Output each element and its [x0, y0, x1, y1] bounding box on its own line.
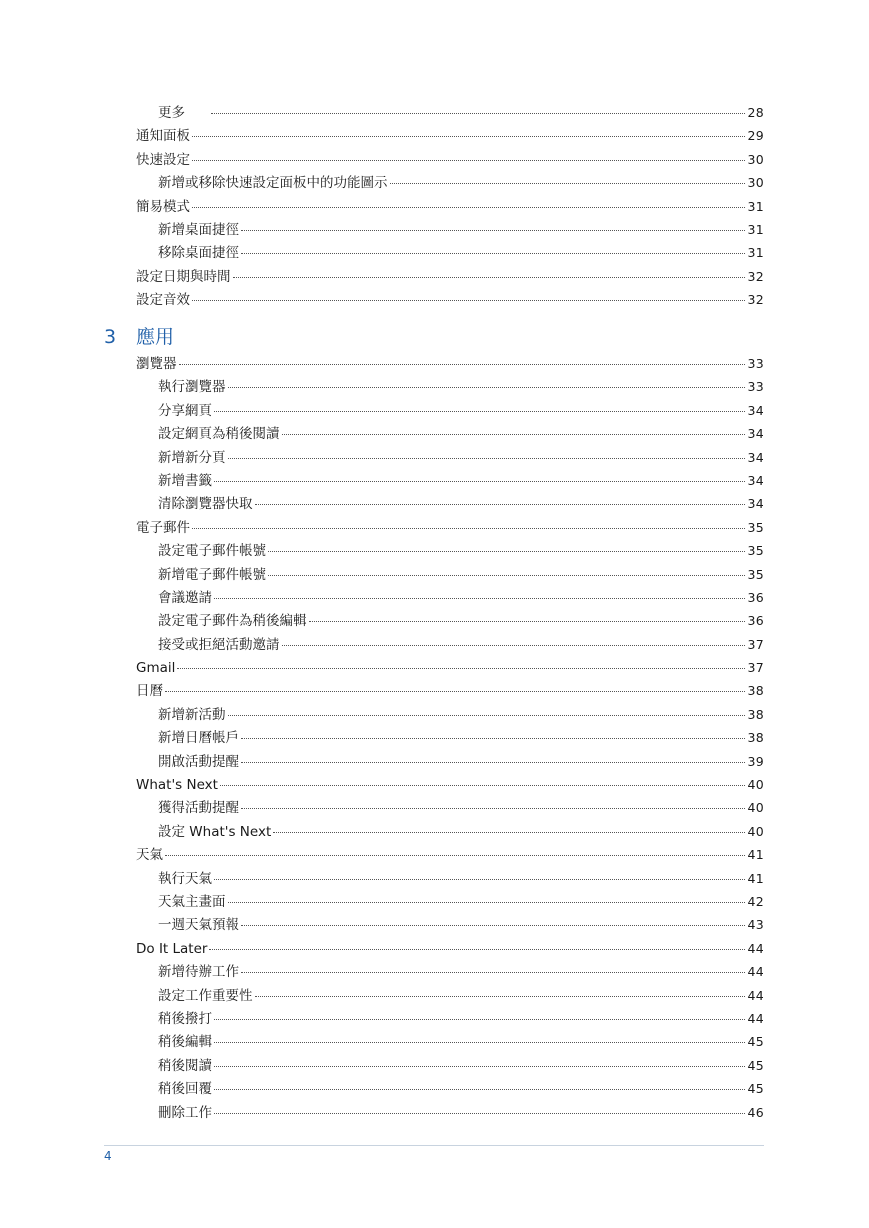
dot-leader	[214, 1042, 745, 1043]
toc-subentry[interactable]	[136, 539, 764, 562]
toc-section-top	[136, 101, 764, 312]
toc-entry-page: 32	[747, 268, 764, 284]
toc-entry-page: 41	[747, 847, 764, 863]
toc-entry-page: 35	[747, 543, 764, 559]
toc-subentry[interactable]	[136, 563, 764, 586]
toc-entry[interactable]	[136, 679, 764, 702]
toc-subentry[interactable]	[136, 101, 764, 124]
page-number: 4	[104, 1149, 112, 1163]
dot-leader	[177, 668, 745, 669]
dot-leader	[192, 136, 745, 137]
toc-entry-title: 新增新活動	[158, 706, 226, 723]
toc-subentry[interactable]	[136, 171, 764, 194]
toc-entry[interactable]	[136, 843, 764, 866]
toc-subentry[interactable]	[136, 726, 764, 749]
dot-leader	[179, 364, 746, 365]
toc-entry-page: 38	[747, 706, 764, 722]
toc-entry-title: Do It Later	[136, 940, 208, 957]
toc-entry-title: 一週天氣預報	[158, 917, 239, 934]
toc-entry-title: 天氣主畫面	[158, 893, 226, 910]
toc-entry-page: 38	[747, 730, 764, 746]
toc-subentry[interactable]	[136, 609, 764, 632]
dot-leader	[228, 715, 746, 716]
toc-entry-page: 37	[747, 660, 764, 676]
toc-entry-page: 31	[747, 221, 764, 237]
toc-entry-title: 新增書籤	[158, 472, 212, 489]
dot-leader	[214, 879, 745, 880]
toc-entry[interactable]	[136, 124, 764, 147]
toc-entry-title: 通知面板	[136, 128, 190, 145]
toc-entry-title: 更多	[158, 105, 185, 121]
toc-subentry[interactable]	[136, 890, 764, 913]
toc-entry-title: 瀏覽器	[136, 356, 177, 372]
toc-entry-page: 34	[747, 496, 764, 512]
toc-entry-page: 45	[747, 1081, 764, 1097]
toc-entry-title: 新增或移除快速設定面板中的功能圖示	[158, 175, 388, 192]
toc-entry-title: 日曆	[136, 683, 163, 700]
toc-entry-page: 34	[747, 449, 764, 465]
toc-subentry[interactable]	[136, 492, 764, 515]
toc-subentry[interactable]	[136, 633, 764, 656]
dot-leader	[214, 1019, 745, 1020]
dot-leader	[273, 832, 745, 833]
dot-leader	[214, 598, 745, 599]
toc-entry-page: 44	[747, 940, 764, 956]
toc-entry-page: 45	[747, 1034, 764, 1050]
toc-subentry[interactable]	[136, 820, 764, 843]
toc-entry-title: 新增新分頁	[158, 449, 226, 466]
dot-leader	[241, 253, 745, 254]
toc-entry-title: 移除桌面捷徑	[158, 245, 239, 262]
toc-entry-page: 29	[747, 128, 764, 144]
dot-leader	[233, 277, 746, 278]
dot-leader	[220, 785, 746, 786]
toc-subentry[interactable]	[136, 422, 764, 445]
toc-entry-page: 42	[747, 893, 764, 909]
toc-entry-title: 分享網頁	[158, 402, 212, 419]
toc-entry-title: 稍後編輯	[158, 1034, 212, 1051]
toc-entry-title: 設定電子郵件為稍後編輯	[158, 613, 307, 630]
toc-entry[interactable]	[136, 195, 764, 218]
toc-entry-title: 新增待辦工作	[158, 964, 239, 981]
toc-entry-page: 35	[747, 519, 764, 535]
toc-entry[interactable]	[136, 516, 764, 539]
chapter-title: 應用	[136, 326, 175, 348]
dot-leader	[268, 551, 745, 552]
toc-entry-page: 32	[747, 292, 764, 308]
toc-entry-title: 執行瀏覽器	[158, 379, 226, 396]
toc-subentry[interactable]	[136, 913, 764, 936]
toc-entry-page: 34	[747, 402, 764, 418]
toc-subentry[interactable]	[136, 446, 764, 469]
toc-entry-title: 新增日曆帳戶	[158, 730, 239, 747]
toc-entry-title: 稍後撥打	[158, 1010, 212, 1027]
dot-leader	[214, 1066, 745, 1067]
toc-subentry[interactable]	[136, 375, 764, 398]
toc-subentry[interactable]	[136, 1007, 764, 1030]
dot-leader	[228, 902, 746, 903]
toc-entry[interactable]	[136, 773, 764, 796]
dot-leader	[390, 183, 746, 184]
toc-entry-title: 設定日期與時間	[136, 268, 231, 285]
toc-subentry[interactable]	[136, 984, 764, 1007]
dot-leader	[282, 434, 746, 435]
toc-entry[interactable]	[136, 656, 764, 679]
toc-entry-title: Gmail	[136, 660, 176, 677]
toc-entry-title: 設定網頁為稍後閱讀	[158, 426, 280, 443]
dot-leader	[214, 1113, 745, 1114]
dot-leader	[192, 300, 745, 301]
toc-section-bottom	[136, 352, 764, 1124]
toc-entry-title: 新增桌面捷徑	[158, 221, 239, 238]
toc-entry-page: 31	[747, 198, 764, 214]
toc-entry-title: 執行天氣	[158, 870, 212, 887]
toc-entry-page: 44	[747, 987, 764, 1003]
dot-leader	[192, 160, 745, 161]
dot-leader	[241, 972, 745, 973]
toc-entry-title: 稍後閱讀	[158, 1057, 212, 1074]
dot-leader	[214, 1089, 745, 1090]
toc-entry-title: 稍後回覆	[158, 1081, 212, 1098]
toc-subentry[interactable]	[136, 1054, 764, 1077]
toc-entry-page: 33	[747, 356, 764, 371]
toc-entry-title: 獲得活動提醒	[158, 800, 239, 817]
toc-entry[interactable]	[136, 148, 764, 171]
toc-entry-page: 39	[747, 753, 764, 769]
toc-entry-page: 41	[747, 870, 764, 886]
toc-entry-page: 35	[747, 566, 764, 582]
footer-divider	[104, 1145, 764, 1146]
chapter-heading	[104, 322, 174, 352]
toc-entry[interactable]	[136, 352, 764, 375]
dot-leader	[241, 925, 745, 926]
toc-subentry[interactable]	[136, 1077, 764, 1100]
toc-subentry[interactable]	[136, 469, 764, 492]
dot-leader	[214, 481, 745, 482]
toc-entry-title: 設定電子郵件帳號	[158, 543, 266, 560]
toc-entry-title: 新增電子郵件帳號	[158, 566, 266, 583]
dot-leader	[192, 528, 745, 529]
dot-leader	[165, 855, 745, 856]
toc-subentry[interactable]	[136, 960, 764, 983]
toc-entry-title: 簡易模式	[136, 198, 190, 215]
toc-subentry[interactable]	[136, 218, 764, 241]
dot-leader	[209, 949, 745, 950]
dot-leader	[241, 762, 745, 763]
dot-leader	[165, 691, 745, 692]
dot-leader	[241, 808, 745, 809]
toc-subentry[interactable]	[136, 1101, 764, 1124]
toc-entry-page: 30	[747, 151, 764, 167]
toc-entry-page: 40	[747, 777, 764, 793]
dot-leader	[211, 113, 745, 114]
toc-subentry[interactable]	[136, 796, 764, 819]
dot-leader	[241, 738, 745, 739]
toc-entry-page: 44	[747, 964, 764, 980]
dot-leader	[214, 411, 745, 412]
toc-entry-page: 34	[747, 472, 764, 488]
toc-entry-page: 45	[747, 1057, 764, 1073]
toc-entry[interactable]	[136, 288, 764, 311]
toc-entry-title: 清除瀏覽器快取	[158, 496, 253, 513]
toc-entry-page: 37	[747, 636, 764, 652]
dot-leader	[255, 996, 746, 997]
toc-entry-title: 刪除工作	[158, 1104, 212, 1121]
dot-leader	[309, 621, 746, 622]
toc-subentry[interactable]	[136, 750, 764, 773]
dot-leader	[268, 575, 745, 576]
toc-entry-title: 天氣	[136, 847, 163, 864]
toc-entry-page: 33	[747, 379, 764, 395]
toc-entry-title: 電子郵件	[136, 519, 190, 536]
toc-entry-title: 設定音效	[136, 292, 190, 309]
dot-leader	[241, 230, 745, 231]
toc-entry-page: 34	[747, 426, 764, 442]
toc-entry-page: 38	[747, 683, 764, 699]
toc-entry-page: 44	[747, 1010, 764, 1026]
chapter-number: 3	[104, 326, 117, 348]
toc-subentry[interactable]	[136, 586, 764, 609]
toc-entry-page: 40	[747, 800, 764, 816]
dot-leader	[192, 207, 745, 208]
toc-subentry[interactable]	[136, 1030, 764, 1053]
toc-entry[interactable]	[136, 937, 764, 960]
dot-leader	[228, 458, 746, 459]
toc-subentry[interactable]	[136, 703, 764, 726]
toc-entry-title: 會議邀請	[158, 589, 212, 606]
toc-entry-page: 40	[747, 823, 764, 839]
toc-entry-page: 30	[747, 175, 764, 191]
toc-entry-page: 43	[747, 917, 764, 933]
toc-entry[interactable]	[136, 265, 764, 288]
toc-entry-title: 開啟活動提醒	[158, 753, 239, 770]
toc-entry-page: 31	[747, 245, 764, 261]
dot-leader	[228, 387, 746, 388]
toc-entry-title: 設定 What's Next	[158, 823, 272, 840]
toc-entry-page: 36	[747, 613, 764, 629]
toc-subentry[interactable]	[136, 399, 764, 422]
toc-entry-title: What's Next	[136, 777, 218, 794]
dot-leader	[255, 504, 746, 505]
toc-entry-title: 接受或拒絕活動邀請	[158, 636, 280, 653]
toc-subentry[interactable]	[136, 241, 764, 264]
toc-subentry[interactable]	[136, 867, 764, 890]
toc-entry-title: 設定工作重要性	[158, 987, 253, 1004]
toc-entry-title: 快速設定	[136, 151, 190, 168]
toc-entry-page: 28	[747, 105, 764, 120]
toc-entry-page: 36	[747, 589, 764, 605]
toc-entry-page: 46	[747, 1104, 764, 1120]
dot-leader	[282, 645, 746, 646]
